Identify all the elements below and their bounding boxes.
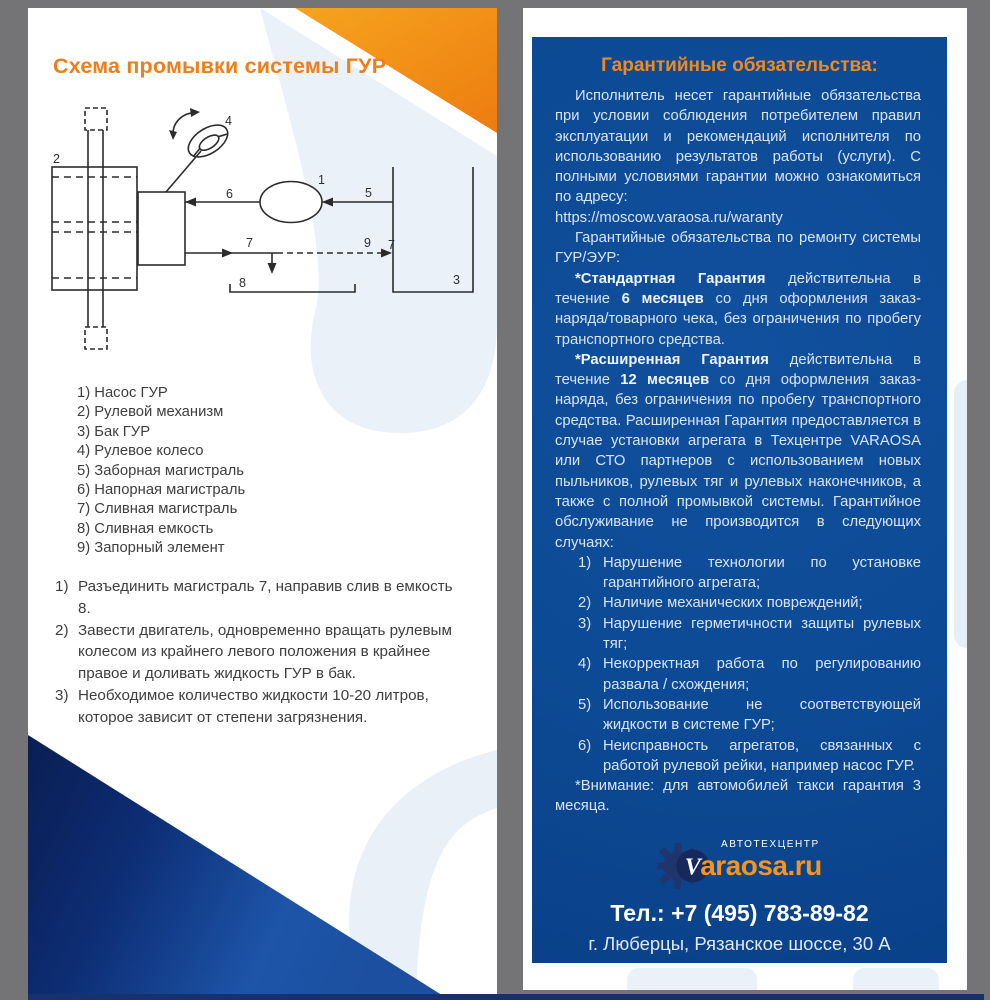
case-item	[578, 654, 921, 695]
case-number: 5)	[578, 696, 592, 713]
arrowhead-left	[322, 198, 333, 207]
text-run: действительна в течение	[555, 351, 921, 389]
step-text: Необходимое количество жидкости 10-20 литров, которое зависит от степени загрязнения.	[78, 686, 429, 726]
step-text: Разъединить магистраль 7, направив слив в емкость 8.	[78, 578, 453, 617]
case-item	[578, 553, 921, 594]
logo	[532, 837, 947, 895]
rotation-arrowhead	[169, 130, 177, 140]
text-run: со дня оформления заказ-наряда, без ограничения по пробегу транспортного средства. Расширенная Гарантия предоставляется в случае установки агрегата в Техцентре VARAOSA или СТО партнеров с использованием новых пыльников, рулевых тяг и рулевых наконечников, а также с полной промывкой системы. Гарантийное обслуживание не производится в следующих случаях:	[555, 372, 921, 551]
rack-box	[52, 167, 137, 290]
logo-tagline: АВТОТЕХЦЕНТР	[720, 839, 820, 850]
step-text: Завести двигатель, одновременно вращать рулевым колесом из крайнего левого положения в крайнее правое и доливать жидкость ГУР в бак.	[78, 621, 452, 683]
case-text: Неисправность агрегатов, связанных с работой рулевой рейки, например насос ГУР.	[603, 737, 921, 774]
arrowhead-left	[185, 198, 196, 207]
light-blue-margin-blob	[853, 968, 939, 990]
label-tank: 3	[453, 273, 460, 287]
column-top-dashed	[85, 108, 107, 130]
taxi-warranty-note: *Внимание: для автомобилей такси гарантия 3 месяца.	[555, 778, 921, 815]
label-drain-b: 7	[388, 238, 395, 252]
pump-ellipse	[260, 182, 322, 223]
text-run: действительна в течение	[555, 270, 921, 307]
list-item: 4) Рулевое колесо	[77, 443, 204, 460]
case-number: 2)	[578, 595, 592, 612]
steering-shaft	[166, 151, 201, 192]
case-number: 4)	[578, 656, 592, 673]
right-page	[523, 8, 967, 990]
instructions-list	[55, 576, 469, 729]
label-pressure: 6	[226, 187, 233, 201]
case-number: 1)	[578, 554, 592, 571]
instruction-step	[55, 620, 469, 685]
warranty-title: Гарантийные обязательства:	[601, 55, 878, 76]
text-run: со дня оформления заказ-наряда/товарного чека, без ограничения по пробегу транспортного средства.	[555, 290, 921, 348]
warranty-url-link[interactable]: https://moscow.varaosa.ru/waranty	[555, 209, 783, 226]
warranty-panel	[532, 37, 947, 963]
step-number: 1)	[55, 578, 69, 595]
case-text: Некорректная работа по регулированию развала / схождения;	[603, 656, 921, 693]
warranty-body	[555, 86, 921, 837]
case-item	[578, 736, 921, 777]
list-item: 2) Рулевой механизм	[77, 404, 224, 421]
paragraph-repair-intro: Гарантийные обязательства по ремонту системы ГУР/ЭУР:	[555, 230, 921, 267]
left-page	[28, 8, 497, 997]
list-item: 9) Запорный элемент	[77, 540, 225, 557]
logo-v-letter: V	[684, 854, 701, 881]
paragraph-extended-warranty	[555, 350, 921, 553]
parts-list	[77, 384, 245, 559]
light-blue-margin-blob	[627, 968, 757, 990]
tank	[393, 167, 473, 292]
label-container: 8	[239, 276, 246, 290]
extended-warranty-label: *Расширенная Гарантия	[575, 351, 769, 368]
instruction-step	[55, 576, 469, 620]
case-text: Нарушение технологии по установке гарантийного агрегата;	[603, 554, 921, 592]
list-item: 8) Сливная емкость	[77, 520, 214, 537]
logo-text	[700, 839, 822, 882]
case-item	[578, 695, 921, 736]
address: г. Люберцы, Рязанское шоссе, 30 А	[588, 933, 891, 954]
case-item	[578, 614, 921, 655]
standard-warranty-term: 6 месяцев	[621, 290, 704, 307]
list-item: 1) Насос ГУР	[77, 385, 168, 401]
step-number: 2)	[55, 621, 69, 639]
label-wheel: 4	[225, 114, 232, 128]
paragraph-standard-warranty	[555, 269, 921, 350]
case-number: 3)	[578, 615, 592, 632]
bottom-navy-strip	[28, 994, 984, 1000]
case-number: 6)	[578, 737, 592, 754]
case-item	[578, 593, 921, 613]
light-blue-margin-blob	[954, 380, 967, 648]
gear-housing	[138, 192, 185, 265]
list-item: 5) Заборная магистраль	[77, 462, 244, 479]
arrowhead-right	[222, 249, 233, 258]
logo-wordmark: araosa.ru	[700, 850, 822, 881]
arrowhead-down	[268, 263, 277, 274]
label-valve: 9	[364, 236, 371, 250]
drain-container-bracket	[230, 284, 355, 292]
step-number: 3)	[55, 686, 69, 704]
phone-number: Тел.: +7 (495) 783-89-82	[610, 900, 869, 926]
label-pump: 1	[318, 173, 325, 187]
list-item: 3) Бак ГУР	[77, 423, 151, 440]
label-rack: 2	[53, 152, 60, 166]
paragraph-liability: Исполнитель несет гарантийные обязательства при условии соблюдения потребителем правил эксплуатации и рекомендаций исполнителя по использованию результатов работы (услуги). С полными условиями гарантии можно ознакомиться по адресу:	[555, 88, 921, 206]
case-text: Использование не соответствующей жидкости в системе ГУР;	[603, 696, 921, 734]
case-text: Наличие механических повреждений;	[603, 595, 863, 612]
case-text: Нарушение герметичности защиты рулевых тяг;	[603, 615, 921, 653]
list-item: 7) Сливная магистраль	[77, 501, 238, 518]
extended-warranty-term: 12 месяцев	[620, 372, 710, 389]
column-bottom-dashed	[85, 327, 107, 349]
steering-flush-diagram	[45, 95, 485, 365]
page-title: Схема промывки системы ГУР	[53, 54, 387, 78]
instruction-step	[55, 685, 469, 729]
list-item: 6) Напорная магистраль	[77, 482, 246, 499]
standard-warranty-label: *Стандартная Гарантия	[575, 270, 766, 287]
label-drain: 7	[246, 236, 253, 250]
exclusion-cases-list	[578, 553, 921, 776]
label-intake: 5	[365, 186, 372, 200]
rotation-arrowhead	[190, 108, 200, 117]
